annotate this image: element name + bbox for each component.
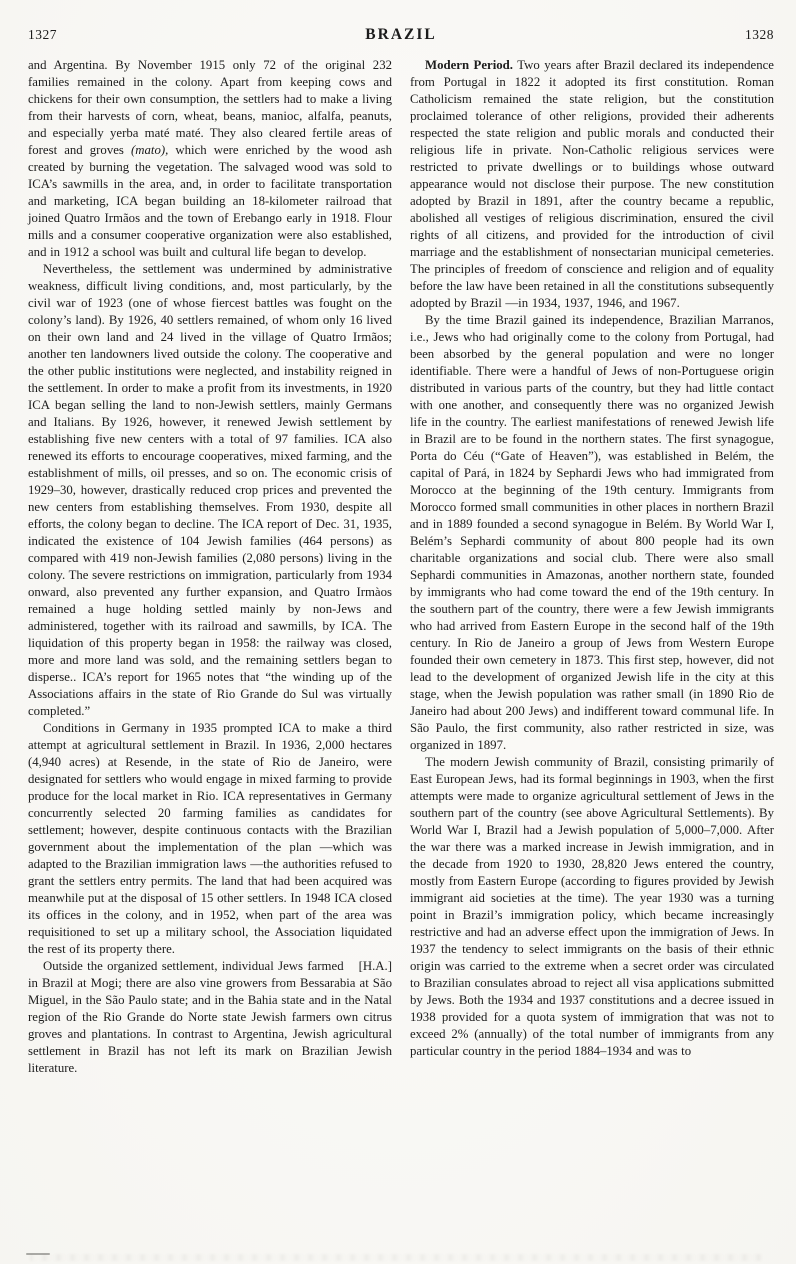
paragraph-modern-community: The modern Jewish community of Brazil, consisting primarily of East European Jews, had its formal beginnings in 1903, when the first attempts were made to organize agricultural settlement of Jews in the southern part of the country (see above Agricultural Settlements). By World War I, Brazil had a Jewish population of 5,000–7,000. After the war there was a marked increase in Jewish immigration, and in the decade from 1920 to 1930, 28,820 Jews entered the country, mostly from Eastern Europe (according to figures provided by Jewish immigrant aid societies at the time). The year 1930 was a turning point in Brazil’s immigration policy, which became increasingly restrictive and had an adverse effect upon the immigration of Jews. In 1937 the tendency to select immigrants on the basis of their ethnic origin was carried to the extreme when a secret order was circulated to Brazilian consulates abroad to reject all visa applications submitted by Jews. Both the 1934 and 1937 constitutions and a decree issued in 1938 provided for a quota system of immigration that was not to exceed 2% (annually) of the total number of immigrants from any particular country in the period 1884–1934 and was to [410, 755, 774, 1058]
scan-artifact-band [30, 1254, 762, 1261]
scan-artifact-dash [26, 1253, 50, 1255]
paragraph-text: Outside the organized settlement, individual Jews farmed in Brazil at Mogi; there are also vine growers from Bessarabia at São Miguel, in the São Paulo state; and in the Bahia state and in the Natal region of the Rio Grande do Norte state Jewish farmers own citrus groves and plantations. In contrast to Argentina, Jewish agricultural settlement in Brazil has not left its mark on Brazilian Jewish literature. [28, 959, 392, 1075]
paragraph-agricultural-colony [28, 57, 392, 261]
section-heading-modern-period: Modern Period. [425, 58, 513, 72]
running-header [28, 26, 774, 44]
paragraph-outside-settlement [28, 958, 392, 1077]
paragraph-text: Two years after Brazil declared its independence from Portugal in 1822 it adopted its first constitution. Roman Catholicism remained the state religion, but the constitution proclaimed tolerance of other religions, provided their adherents respected the state religion and public morals and conducted their religious life in private. Non-Catholic religious services were restricted to private dwellings or to buildings whose outward appearance would not disclose their purpose. The new constitution adopted by Brazil in 1891, after the country became a republic, abolished all vestiges of religious discrimination, ensured the civil rights of all citizens, and provided for the introduction of civil marriage and the establishment of nonsectarian municipal cemeteries. The principles of freedom of conscience and religion and of equality before the law have been retained in all the constitutions subsequently adopted by Brazil —in 1934, 1937, 1946, and 1967. [410, 58, 774, 310]
paragraph-third-attempt: Conditions in Germany in 1935 prompted ICA to make a third attempt at agricultural settlement in Brazil. In 1936, 2,000 hectares (4,940 acres) at Resende, in the state of Rio de Janeiro, were designated for settlers who would engage in mixed farming to provide produce for the local market in Rio. ICA representatives in Germany concurrently selected 20 farming families as candidates for settlement; however, despite continuous contacts with the Brazilian government about the implementation of the plan —which was adapted to the Brazilian immigration laws —the authorities refused to grant the settlers entry permits. The land that had been acquired was meanwhile put at the disposal of 15 other settlers. In 1948 ICA closed its offices in the colony, and in 1952, when part of the area was requisitioned to set up a military school, the Association liquidated the rest of its property there. [28, 721, 392, 956]
italic-term: (mato), [130, 143, 169, 157]
page-title: BRAZIL [365, 26, 437, 43]
paragraph-independence-era: By the time Brazil gained its independence, Brazilian Marranos, i.e., Jews who had originally come to the colony from Portugal, had been absorbed by the general population and were no longer identifiable. There were a handful of Jews of non-Portuguese origin distributed in various parts of the country, but they had little contact with one another, and consequently there was no organized Jewish life in the country. The earliest manifestations of renewed Jewish life in Brazil are to be found in the northern states. The first synagogue, Porta do Céu (“Gate of Heaven”), was established in Belém, the capital of Pará, in 1824 by Sephardi Jews who had immigrated from Morocco at the beginning of the 19th century. Immigrants from Morocco formed small communities in other places in northern Brazil and in 1889 founded a second synagogue in Belém. By World War I, Belém’s Sephardi community of about 800 people had its own charitable organizations and social club. There were also small Sephardi communities in Amazonas, another northern state, founded by immigrants who had come toward the end of the 19th century. In the southern part of the country, there were a few Jewish immigrants who had arrived from Eastern Europe in the second half of the 19th century. In Rio de Janeiro a group of Jews from Western Europe founded their own cemetery in 1873. This first step, however, did not lead to the development of organized Jewish life in the city at this stage, when the Jewish population was rather small (in 1890 Rio de Janeiro had about 200 Jews) and indifferent toward communal life. In São Paulo, the first community, also rather restricted in size, was organized in 1897. [410, 313, 774, 752]
right-page-number: 1328 [745, 27, 774, 42]
author-initials: [H.A.] [358, 959, 392, 973]
right-column [410, 57, 774, 1077]
text-columns [28, 57, 774, 1077]
left-column [28, 57, 392, 1077]
left-page-number: 1327 [28, 27, 57, 42]
paragraph-text: which were enriched by the wood ash created by burning the vegetation. The salvaged wood was sold to ICA’s sawmills in the area, and, in order to facilitate transportation and marketing, ICA began building an 18-kilometer railroad that joined Quatro Irmãos and the town of Erebango early in 1918. Flour mills and a consumer cooperative organization were also established, and in 1912 a school was built and cultural life began to develop. [28, 143, 393, 259]
paragraph-settlement-decline: Nevertheless, the settlement was undermined by administrative weakness, difficult living conditions, and, most particularly, by the civil war of 1923 (one of whose fiercest battles was fought on the colony’s land). By 1926, 40 settlers remained, of whom only 16 lived on their own land and 24 lived in the village of Quatro Irmãos; another ten landowners lived outside the colony. The cooperative and the other public institutions were neglected, and instability reigned in the settlement. In order to make a profit from its investments, in 1920 ICA began selling the land to non-Jewish settlers, mainly Germans and Italians. By 1926, however, it renewed Jewish settlement by establishing five new centers with a total of 97 families. ICA also renewed its efforts to encourage cooperatives, mixed farming, and the establishment of mills, oil presses, and so on. The economic crisis of 1929–30, however, drastically reduced crop prices and prevented the new centers from establishing themselves. From 1930, despite all efforts, the colony began to decline. The ICA report of Dec. 31, 1935, indicated the existence of 104 Jewish families (464 persons) as compared with 419 non-Jewish families (2,080 persons) living in the colony. The severe restrictions on immigration, particularly from 1934 onward, also prevented any further expansion, and Quatro Irmàos remained a huge holding settled mainly by non-Jews and administered, together with its railroad and sawmills, by ICA. The liquidation of this property began in 1958: the railway was closed, more and more land was sold, and the remaining settlers began to disperse.. ICA’s report for 1965 notes that “the winding up of the Associations affairs in the state of Rio Grande do Sul was virtually completed.” [28, 262, 392, 718]
paragraph-modern-period [410, 57, 774, 312]
paragraph-text: and Argentina. By November 1915 only 72 of the original 232 families remained in the colony. Apart from keeping cows and chickens for their own consumption, the settlers had to make a living from their harvests of corn, wheat, beans, manioc, alfalfa, peanuts, and especially yerba maté maté. They also cleared fertile areas of forest and groves [28, 58, 392, 157]
